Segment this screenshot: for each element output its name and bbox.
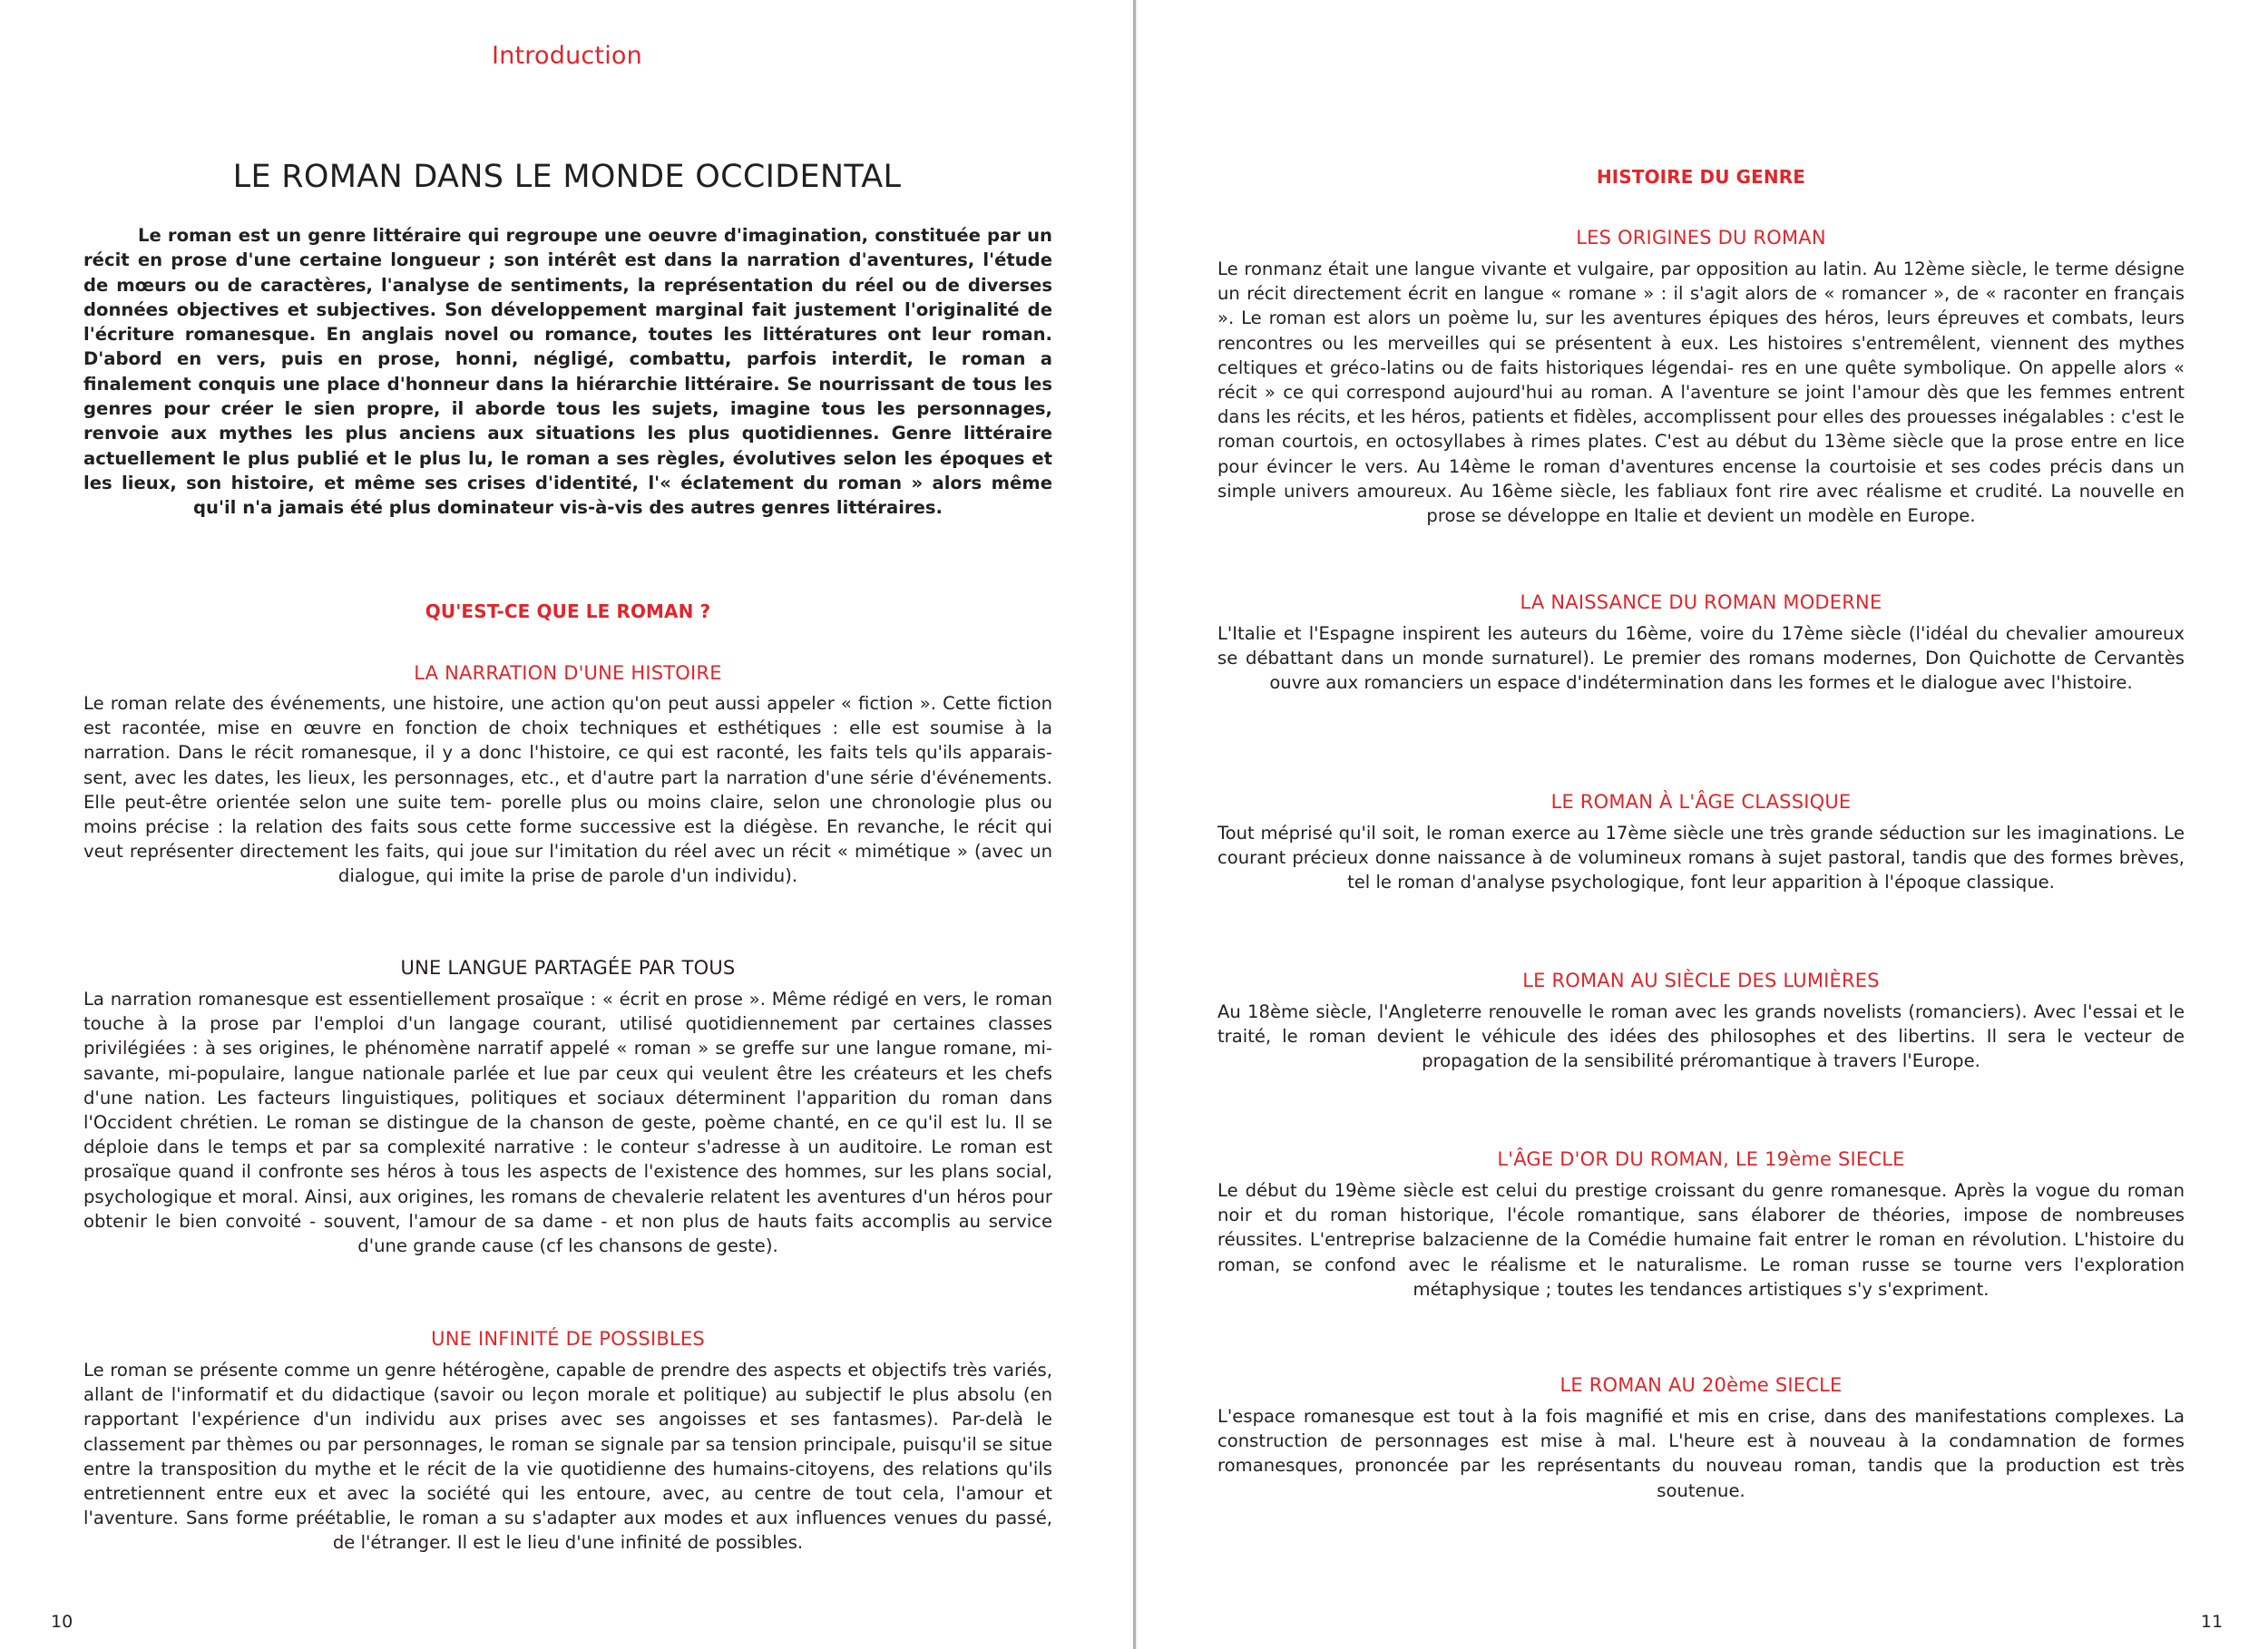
subsection-text-age-d-or: Le début du 19ème siècle est celui du prestige croissant du genre romanesque. Après la vogue du roman noir et du roman historique, l'école romantique, sans élaborer de théories, impose de nombreuses réussites. L'entreprise balzacienne de la Comédie humaine fait entrer le roman en révolution. L'histoire du roman, se confond avec le réalisme et le naturalisme. Le roman russe se tourne vers l'exploration métaphysique ; toutes les tendances artistiques s'y s'expriment.: [1217, 1180, 2185, 1300]
subsection-title-lumieres: LE ROMAN AU SIÈCLE DES LUMIÈRES: [1522, 970, 1880, 991]
subsection-title-origines: LES ORIGINES DU ROMAN: [1576, 227, 1826, 249]
right-page: [1138, 0, 2268, 1649]
page-number-right: 11: [2201, 1612, 2224, 1632]
subsection-text-20e-siecle: L'espace romanesque est tout à la fois magnifié et mis en crise, dans des manifestations complexes. La construction de personnages est mise à mal. L'heure est à nouveau à la condamnation de formes romanesques, prononcée par les représentants du nouveau roman, tandis que la production est très soutenue.: [1217, 1406, 2185, 1501]
subsection-title-langue: UNE LANGUE PARTAGÉE PAR TOUS: [400, 957, 736, 979]
subsection-text-origines: Le ronmanz était une langue vivante et vulgaire, par opposition au latin. Au 12ème siècle, le terme désigne un récit directement écrit en langue « romane » : il s'agit alors de « romancer », de « raconter en français ». Le roman est alors un poème lu, sur les aventures épiques des héros, leurs épreuves et combats, leurs rencontres ou les merveilles qui se présentent à eux. Les histoires s'entremêlent, viennent des mythes celtiques et gréco-latins ou de faits historiques légendai- res en une quête symbolique. On appelle alors « récit » ce qui correspond aujourd'hui au roman. A l'aventure se joint l'amour dès que les femmes entrent dans les récits, et les héros, patients et fidèles, accomplissent pour elles des prouesses inégalables : c'est le roman courtois, en octosyllabes à rimes plates. C'est au début du 13ème siècle que la prose entre en lice pour évincer le vers. Au 14ème le roman d'aventures encense la courtoisie et ses codes précis dans un simple univers amoureux. Au 16ème siècle, les fabliaux font rire avec réalisme et crudité. La nouvelle en prose se développe en Italie et devient un modèle en Europe.: [1217, 259, 2185, 527]
subsection-title-age-classique: LE ROMAN À L'ÂGE CLASSIQUE: [1550, 791, 1852, 813]
intro-text: Le roman est un genre littéraire qui regroupe une oeuvre d'imagination, constituée par un récit en prose d'une certaine longueur ; son intérêt est dans la narration d'aventures, l'étude de mœurs ou de caractères, l'analyse de sentiments, la représentation du réel ou de diverses données objectives et subjectives. Son développement marginal fait justement l'originalité de l'écriture romanesque. En anglais novel ou romance, toutes les littératures ont leur roman. D'abord en vers, puis en prose, honni, négligé, combattu, parfois interdit, le roman a finalement conquis une place d'honneur dans la hiérarchie littéraire. Se nourrissant de tous les genres pour créer le sien propre, il aborde tous les sujets, imagine tous les personnages, renvoie aux mythes les plus anciens aux situations les plus quotidiennes. Genre littéraire actuellement le plus publié et le plus lu, le roman a ses règles, évolutives selon les époques et les lieux, son histoire, et même ses crises d'identité, l'« éclatement du roman » alors même qu'il n'a jamais été plus dominateur vis-à-vis des autres genres littéraires.: [83, 225, 1052, 519]
page-title: LE ROMAN DANS LE MONDE OCCIDENTAL: [232, 159, 902, 195]
subsection-text-age-classique: Tout méprisé qu'il soit, le roman exerce au 17ème siècle une très grande séduction sur les imaginations. Le courant précieux donne naissance à de volumineux romans à sujet pastoral, tandis que des formes brèves, tel le roman d'analyse psychologique, font leur apparition à l'époque classique.: [1217, 823, 2185, 893]
subsection-text-langue: La narration romanesque est essentiellement prosaïque : « écrit en prose ». Même rédigé en vers, le roman touche à la prose par l'emploi d'un langage courant, utilisé quotidiennement par certaines classes privilégiées : à ses origines, le phénomène narratif appelé « roman » se greffe sur une langue romane, mi-savante, mi-populaire, langue nationale parlée et lue par ceux qui veulent être les créateurs et les chefs d'une nation. Les facteurs linguistiques, politiques et sociaux déterminent l'apparition du roman dans l'Occident chrétien. Le roman se distingue de la chanson de geste, poème chanté, en ce qu'il est lu. Il se déploie dans le temps et par sa complexité narrative : le conteur s'adresse à un auditoire. Le roman est prosaïque quand il confronte ses héros à tous les aspects de l'existence des hommes, sur les plans social, psychologique et moral. Ainsi, aux origines, les romans de chevalerie relatent les aventures d'un héros pour obtenir le bien convoité - souvent, l'amour de sa dame - et non plus de hauts faits accomplis au service d'une grande cause (cf les chansons de geste).: [83, 989, 1052, 1257]
section-title-quest-ce-que-le-roman: QU'EST-CE QUE LE ROMAN ?: [425, 600, 711, 622]
subsection-text-infinite: Le roman se présente comme un genre hétérogène, capable de prendre des aspects et objectifs très variés, allant de l'informatif et du didactique (savoir ou leçon morale et politique) au subjectif le plus absolu (en rapportant l'expérience d'un individu aux prises avec ses angoisses et ses fantasmes). Par-delà le classement par thèmes ou par personnages, le roman se signale par sa tension principale, puisqu'il se situe entre la transposition du mythe et le récit de la vie quotidienne des humains-citoyens, des relations qu'ils entretiennent entre eux et avec la société qui les entoure, avec, au centre de tout cela, l'amour et l'aventure. Sans forme préétablie, le roman a su s'adapter aux modes et aux influences venues du passé, de l'étranger. Il est le lieu d'une infinité de possibles.: [83, 1360, 1052, 1554]
subsection-text-narration: Le roman relate des événements, une histoire, une action qu'on peut aussi appeler « fiction ». Cette fiction est racontée, mise en œuvre en fonction de choix techniques et esthétiques : elle est soumise à la narration. Dans le récit romanesque, il y a donc l'histoire, ce qui est raconté, les faits tels qu'ils apparais- sent, avec les dates, les lieux, les personnages, etc., et d'autre part la narration d'une série d'événements. Elle peut-être orientée selon une suite tem- porelle plus ou moins claire, selon une chronologie plus ou moins précise : la relation des faits sous cette forme successive est la diégèse. En revanche, le récit qui veut représenter directement les faits, qui joue sur l'imitation du réel avec un récit « mimétique » (avec un dialogue, qui imite la prise de parole d'un individu).: [83, 693, 1052, 887]
subsection-title-infinite: UNE INFINITÉ DE POSSIBLES: [431, 1328, 705, 1350]
subsection-title-age-d-or: L'ÂGE D'OR DU ROMAN, LE 19ème SIECLE: [1497, 1148, 1905, 1170]
subsection-title-narration: LA NARRATION D'UNE HISTOIRE: [414, 662, 722, 684]
running-head: Introduction: [492, 42, 642, 70]
intro-paragraph: [83, 223, 1052, 521]
page-number-left: 10: [51, 1612, 73, 1632]
subsection-title-naissance: LA NAISSANCE DU ROMAN MODERNE: [1520, 591, 1882, 613]
section-title-histoire-du-genre: HISTOIRE DU GENRE: [1596, 166, 1806, 188]
subsection-text-lumieres: Au 18ème siècle, l'Angleterre renouvelle le roman avec les grands novelists (romanciers). Avec l'essai et le traité, le roman devient le véhicule des idées des philosophes et des libertins. Il sera le vecteur de propagation de la sensibilité préromantique à travers l'Europe.: [1217, 1001, 2185, 1072]
subsection-title-20e-siecle: LE ROMAN AU 20ème SIECLE: [1559, 1374, 1843, 1396]
subsection-text-naissance: L'Italie et l'Espagne inspirent les auteurs du 16ème, voire du 17ème siècle (l'idéal du chevalier amoureux se débattant dans un monde surnaturel). Le premier des romans modernes, Don Quichotte de Cervantès ouvre aux romanciers un espace d'indétermination dans les formes et le dialogue avec l'histoire.: [1217, 623, 2185, 694]
